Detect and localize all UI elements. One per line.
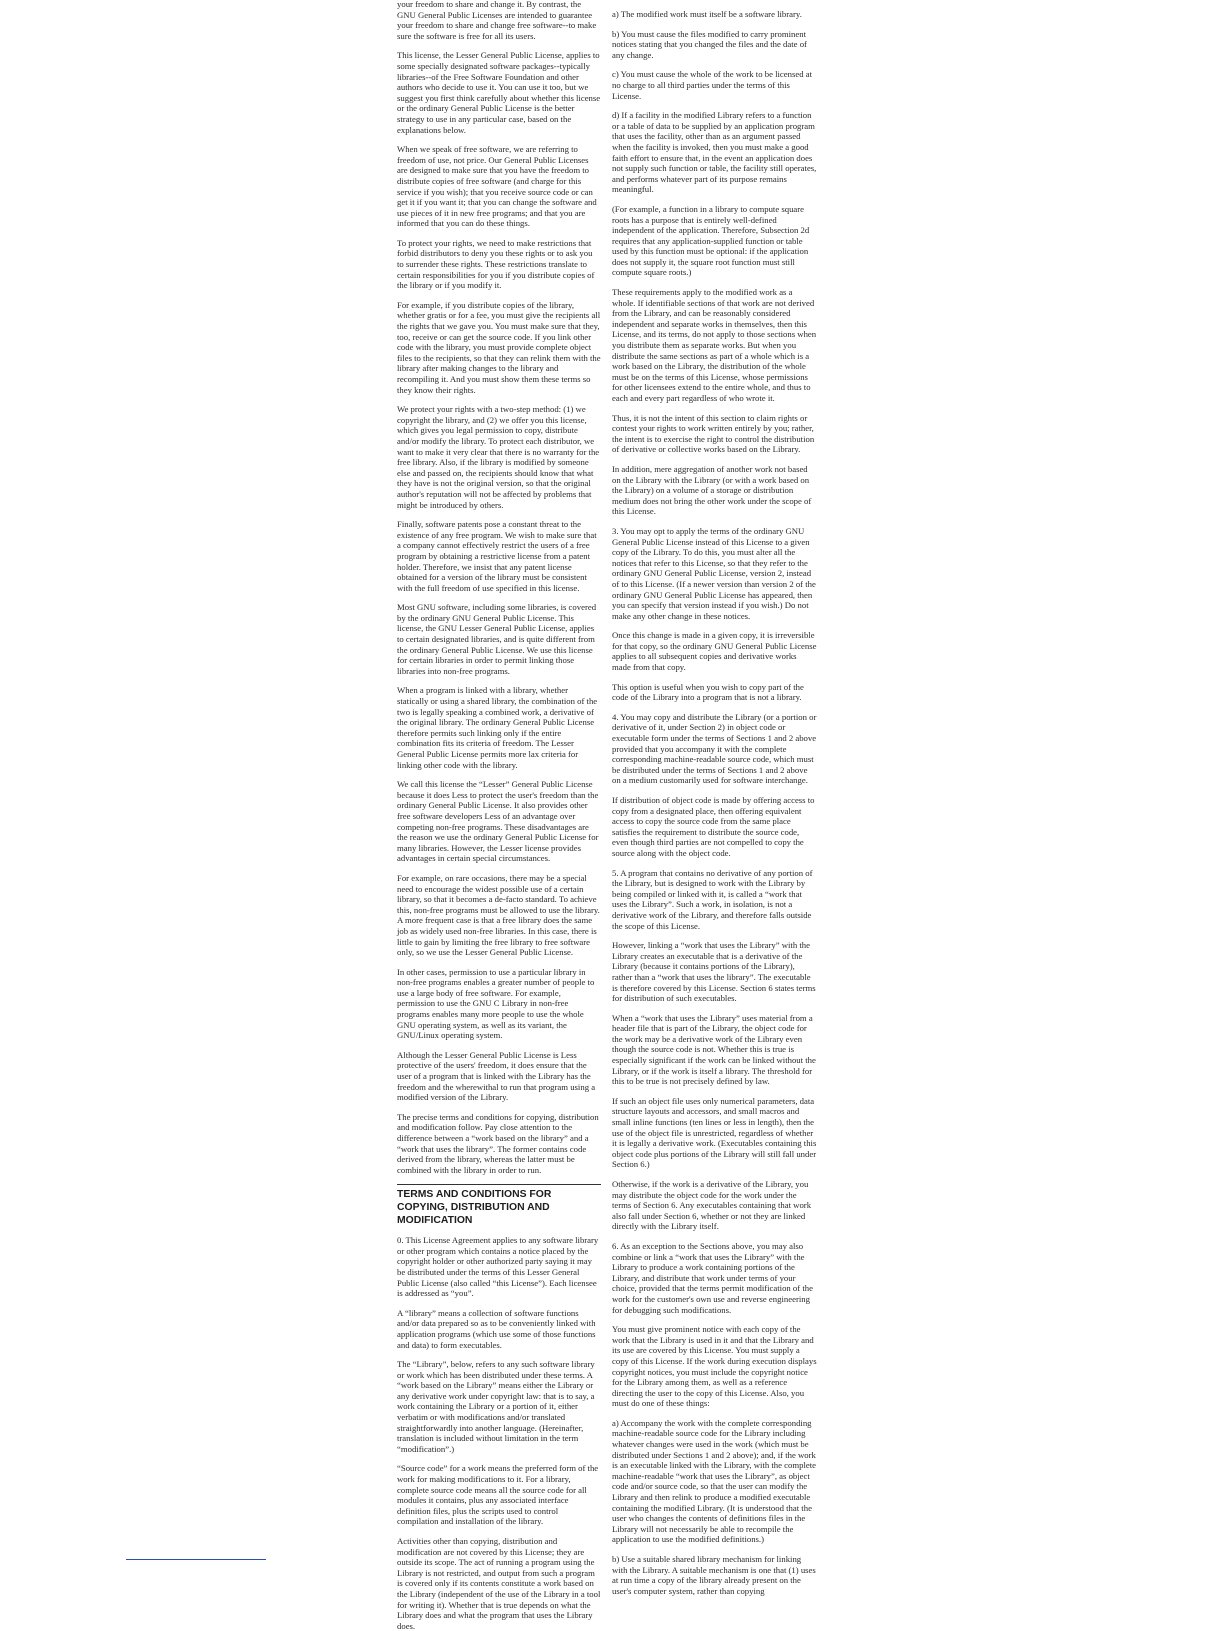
paragraph: Thus, it is not the intent of this section to claim rights or contest your rights to work written entirely by you; rather, the intent is to exercise the right to control the distribution of derivative or collective works based on the Library.	[612, 412, 815, 455]
section-heading: TERMS AND CONDITIONS FOR COPYING, DISTRIBUTION AND MODIFICATION	[397, 1189, 552, 1226]
paragraph: When a “work that uses the Library” uses material from a header file that is part of the Library, the object code for the work may be a derivative work of the Library even though the source code is not. Whether this is true is especially significant if the work can be linked without the Library, or if the work is itself a library. The threshold for this to be true is not precisely defined by law.	[612, 1012, 816, 1087]
paragraph: In other cases, permission to use a particular library in non-free programs enables a greater number of people to use a large body of free software. For example, permission to use the GNU C Library in non-free programs enables many more people to use the whole GNU operating system, as well as its variant, the GNU/Linux operating system.	[397, 966, 595, 1041]
paragraph: Most GNU software, including some libraries, is covered by the ordinary GNU General Public License. This license, the GNU Lesser General Public License, applies to certain designated libraries, and is quite different from the ordinary General Public License. We use this license for certain libraries in order to permit linking those libraries into non-free programs.	[397, 602, 597, 676]
paragraph: In addition, mere aggregation of another work not based on the Library with the Library (or with a work based on the Library) on a volume of a storage or distribution medium does not bring the other work under the scope of this License.	[612, 463, 812, 517]
paragraph: 3. You may opt to apply the terms of the ordinary GNU General Public License instead of this License to a given copy of the Library. To do this, you must alter all the notices that refer to this License, so that they refer to the ordinary GNU General Public License, version 2, instead of to this License. (If a newer version than version 2 of the ordinary GNU General Public License has appeared, then you can specify that version instead if you wish.) Do not make any other change in these notices.	[612, 525, 816, 621]
paragraph: b) You must cause the files modified to carry prominent notices stating that you changed the files and the date of any change.	[612, 28, 807, 60]
paragraph: If such an object file uses only numerical parameters, data structure layouts and accessors, and small macros and small inline functions (ten lines or less in length), then the use of the object file is unrestricted, regardless of whether it is legally a derivative work. (Executables containing this object code plus portions of the Library will still fall under Section 6.)	[612, 1095, 817, 1170]
paragraph: Although the Lesser General Public License is Less protective of the users' freedom, it does ensure that the user of a program that is linked with the Library has the freedom and the wherewithal to run that program using a modified version of the Library.	[397, 1049, 596, 1103]
paragraph: Otherwise, if the work is a derivative of the Library, you may distribute the object code for the work under the terms of Section 6. Any executables containing that work also fall under Section 6, whether or not they are linked directly with the Library itself.	[612, 1179, 812, 1232]
paragraph: We call this license the “Lesser” General Public License because it does Less to protect the user's freedom than the ordinary General Public License. It also provides other free software developers Less of an advantage over competing non-free programs. These disadvantages are the reason we use the ordinary General Public License for many libraries. However, the Lesser license provides advantages in certain special circumstances.	[397, 779, 599, 864]
paragraph: Once this change is made in a given copy, it is irreversible for that copy, so the ordinary GNU General Public License applies to all subsequent copies and derivative works made from that copy.	[612, 630, 817, 673]
paragraph: d) If a facility in the modified Library refers to a function or a table of data to be supplied by an application program that uses the facility, other than as an argument passed when the facility is invoked, then you must make a good faith effort to ensure that, in the event an application does not supply such function or table, the facility still operates, and performs whatever part of its purpose remains meaningful.	[612, 110, 817, 195]
paragraph: However, linking a “work that uses the Library” with the Library creates an executable that is a derivative of the Library (because it contains portions of the Library), rather than a “work that uses the library”. The executable is therefore covered by this License. Section 6 states terms for distribution of such executables.	[612, 940, 816, 1004]
paragraph: a) The modified work must itself be a software library.	[612, 9, 802, 19]
paragraph: c) You must cause the whole of the work to be licensed at no charge to all third parties under the terms of this License.	[612, 69, 813, 101]
paragraph: a) Accompany the work with the complete corresponding machine-readable source code for the Library including whatever changes were used in the work (which must be distributed under Sections 1 and 2 above); and, if the work is an executable linked with the Library, with the complete machine-readable “work that uses the Library”, as object code and/or source code, so that the user can modify the Library and then relink to produce a modified executable containing the modified Library. (It is understood that the user who changes the contents of definitions files in the Library will not necessarily be able to recompile the application to use the modified definitions.)	[612, 1417, 817, 1545]
paragraph: The precise terms and conditions for copying, distribution and modification follow. Pay close attention to the difference between a “work based on the library” and a “work that uses the library”. The former contains code derived from the library, whereas the latter must be combined with the library in order to run.	[397, 1111, 599, 1175]
paragraph: This option is useful when you wish to copy part of the code of the Library into a program that is not a library.	[612, 681, 804, 703]
paragraph: (For example, a function in a library to compute square roots has a purpose that is entirely well-defined independent of the application. Therefore, Subsection 2d requires that any application-supplied function or table used by this function must be optional: if the application does not supply it, the square root function must still compute square roots.)	[612, 203, 810, 278]
paragraph: your freedom to share and change it. By contrast, the GNU General Public Licenses are intended to guarantee your freedom to share and change free software--to make sure the software is free for all its users.	[397, 0, 597, 41]
paragraph: b) Use a suitable shared library mechanism for linking with the Library. A suitable mechanism is one that (1) uses at run time a copy of the library already present on the user's computer system, rather than copying	[612, 1554, 816, 1596]
paragraph: To protect your rights, we need to make restrictions that forbid distributors to deny you these rights or to ask you to surrender these rights. These restrictions translate to certain responsibilities for you if you distribute copies of the library or if you modify it.	[397, 237, 595, 291]
paragraph: 5. A program that contains no derivative of any portion of the Library, but is designed to work with the Library by being compiled or linked with it, is called a “work that uses the Library”. Such a work, in isolation, is not a derivative work of the Library, and therefore falls outside the scope of this License.	[612, 867, 813, 931]
paragraph: For example, if you distribute copies of the library, whether gratis or for a fee, you must give the recipients all the rights that we gave you. You must make sure that they, too, receive or can get the source code. If you link other code with the library, you must provide complete object files to the recipients, so that they can relink them with the library after making changes to the library and recompiling it. And you must show them these terms so they know their rights.	[397, 299, 601, 395]
paragraph: “Source code” for a work means the preferred form of the work for making modifications to it. For a library, complete source code means all the source code for all modules it contains, plus any associated interface definition files, plus the scripts used to control compilation and installation of the library.	[397, 1463, 599, 1527]
left-column	[397, 0, 601, 1631]
right-column	[612, 0, 817, 1596]
paragraph: This license, the Lesser General Public License, applies to some specially designated software packages--typically libraries--of the Free Software Foundation and other authors who decide to use it. You can use it too, but we suggest you first think carefully about whether this license or the ordinary General Public License is the better strategy to use in any particular case, based on the explanations below.	[397, 50, 601, 135]
paragraph: You must give prominent notice with each copy of the work that the Library is used in it and that the Library and its use are covered by this License. You must supply a copy of this License. If the work during execution displays copyright notices, you must include the copyright notice for the Library among them, as well as a reference directing the user to the copy of this License. Also, you must do one of these things:	[612, 1324, 817, 1409]
paragraph: We protect your rights with a two-step method: (1) we copyright the library, and (2) we offer you this license, which gives you legal permission to copy, distribute and/or modify the library. To protect each distributor, we want to make it very clear that there is no warranty for the free library. Also, if the library is modified by someone else and passed on, the recipients should know that what they have is not the original version, so that the original author's reputation will not be affected by problems that might be introduced by others.	[397, 404, 600, 510]
paragraph: The “Library”, below, refers to any such software library or work which has been distributed under these terms. A “work based on the Library” means either the Library or any derivative work under copyright law: that is to say, a work containing the Library or a portion of it, either verbatim or with modifications and/or translated straightforwardly into another language. (Hereinafter, translation is included without limitation in the term “modification”.)	[397, 1359, 595, 1454]
paragraph: 6. As an exception to the Sections above, you may also combine or link a “work that uses the Library” with the Library to produce a work containing portions of the Library, and distribute that work under terms of your choice, provided that the terms permit modification of the work for the customer's own use and reverse engineering for debugging such modifications.	[612, 1240, 813, 1315]
paragraph: For example, on rare occasions, there may be a special need to encourage the widest possible use of a certain library, so that it becomes a de-facto standard. To achieve this, non-free programs must be allowed to use the library. A more frequent case is that a free library does the same job as widely used non-free libraries. In this case, there is little to gain by limiting the free library to free software only, so we use the Lesser General Public License.	[397, 872, 600, 958]
paragraph: If distribution of object code is made by offering access to copy from a designated place, then offering equivalent access to copy the source code from the same place satisfies the requirement to distribute the source code, even though third parties are not compelled to copy the source along with the object code.	[612, 795, 815, 858]
paragraph: 0. This License Agreement applies to any software library or other program which contains a notice placed by the copyright holder or other authorized party saying it may be distributed under the terms of this Lesser General Public License (also called “this License”). Each licensee is addressed as “you”.	[397, 1235, 599, 1299]
paragraph: These requirements apply to the modified work as a whole. If identifiable sections of that work are not derived from the Library, and can be reasonably considered independent and separate works in themselves, then this License, and its terms, do not apply to those sections when you distribute them as separate works. But when you distribute the same sections as part of a whole which is a work based on the Library, the distribution of the whole must be on the terms of this License, whose permissions for other licensees extend to the entire whole, and thus to each and every part regardless of who wrote it.	[612, 287, 817, 403]
paragraph: Activities other than copying, distribution and modification are not covered by this License; they are outside its scope. The act of running a program using the Library is not restricted, and output from such a program is covered only if its contents constitute a work based on the Library (independent of the use of the Library in a tool for writing it). Whether that is true depends on what the Library does and what the program that uses the Library does.	[397, 1536, 601, 1631]
paragraph: Finally, software patents pose a constant threat to the existence of any free program. We wish to make sure that a company cannot effectively restrict the users of a free program by obtaining a restrictive license from a patent holder. Therefore, we insist that any patent license obtained for a version of the library must be consistent with the full freedom of use specified in this license.	[397, 519, 597, 593]
heading-rule	[397, 1184, 601, 1185]
paragraph: 4. You may copy and distribute the Library (or a portion or derivative of it, under Section 2) in object code or executable form under the terms of Sections 1 and 2 above provided that you accompany it with the complete corresponding machine-readable source code, which must be distributed under the terms of Sections 1 and 2 above on a medium customarily used for software interchange.	[612, 711, 817, 786]
paragraph: A “library” means a collection of software functions and/or data prepared so as to be conveniently linked with application programs (which use some of those functions and data) to form executables.	[397, 1307, 596, 1350]
paragraph: When we speak of free software, we are referring to freedom of use, not price. Our General Public Licenses are designed to make sure that you have the freedom to distribute copies of free software (and charge for this service if you wish); that you receive source code or can get it if you want it; that you can change the software and use pieces of it in new free programs; and that you are informed that you can do these things.	[397, 144, 597, 229]
paragraph: When a program is linked with a library, whether statically or using a shared library, the combination of the two is legally speaking a combined work, a derivative of the original library. The ordinary General Public License therefore permits such linking only if the entire combination fits its criteria of freedom. The Lesser General Public License permits more lax criteria for linking other code with the library.	[397, 685, 598, 770]
footnote-rule	[126, 1559, 266, 1560]
